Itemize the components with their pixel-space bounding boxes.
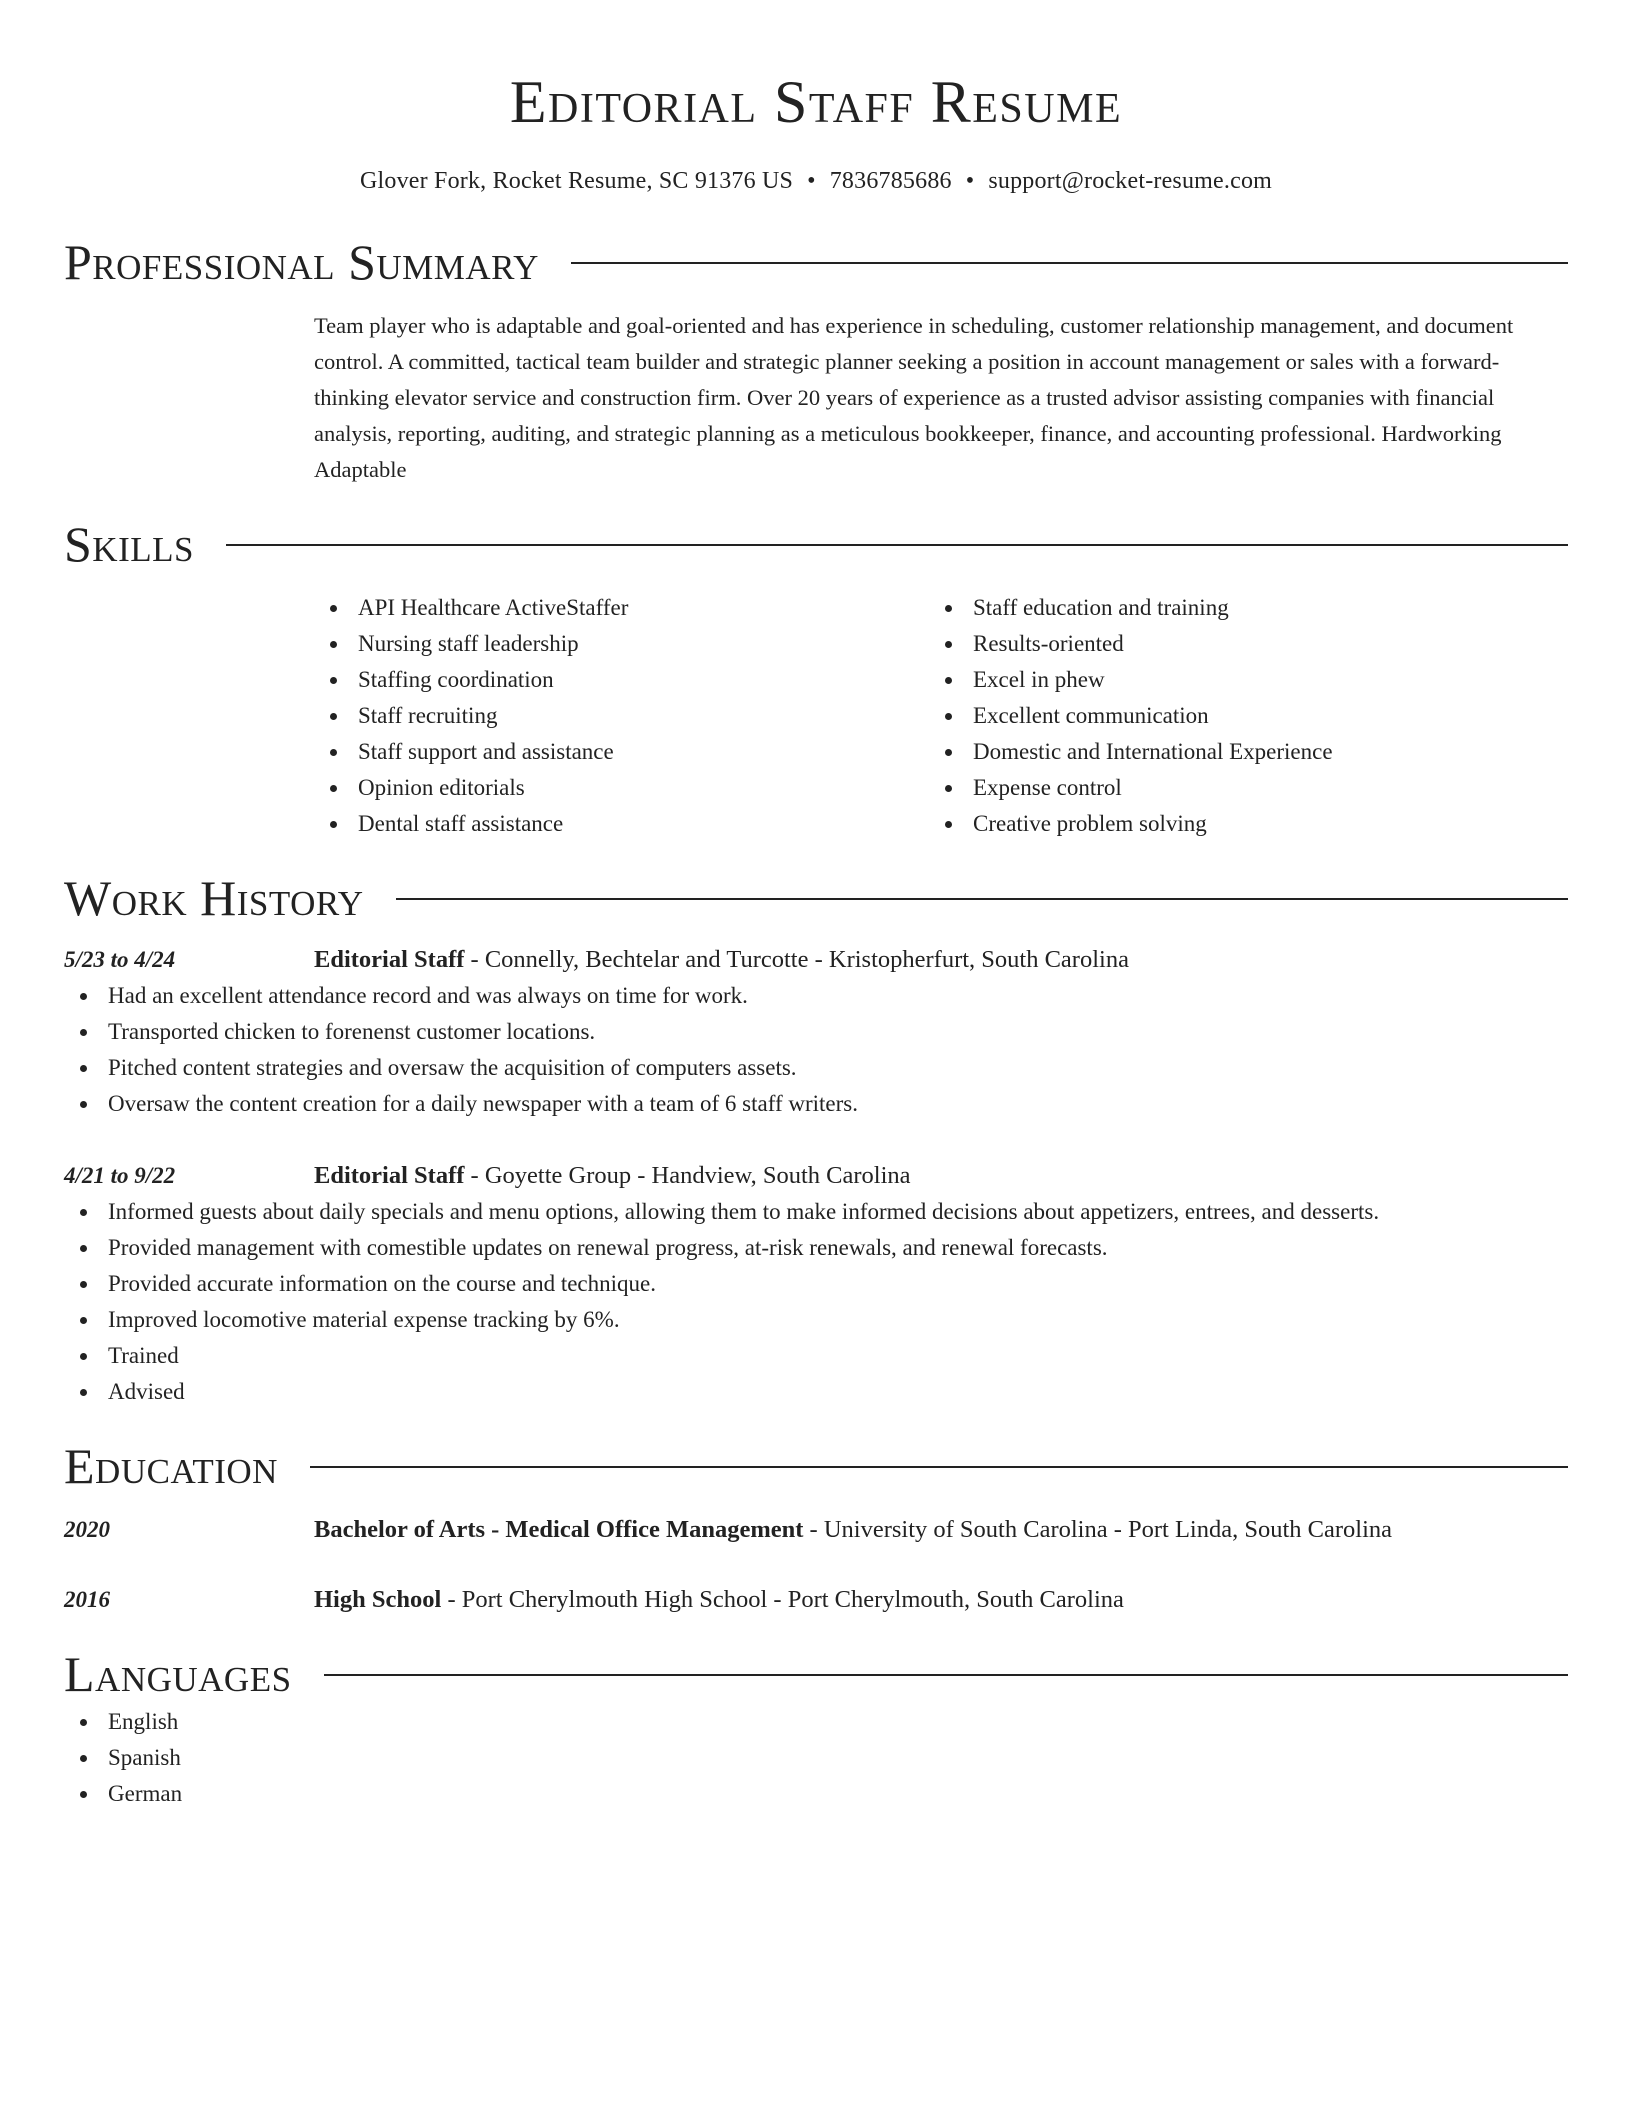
work-bullet: Oversaw the content creation for a daily newspaper with a team of 6 staff writers. [64,1086,1568,1122]
languages-list [64,1704,1568,1812]
languages-section-header [64,1644,1568,1704]
education-heading: Education [64,1438,278,1494]
skill-item: Dental staff assistance [314,806,929,842]
skill-item: Staffing coordination [314,662,929,698]
work-position [314,1158,911,1194]
languages-heading: Languages [64,1646,292,1702]
education-details: - Port Cherylmouth High School - Port Cherylmouth, South Carolina [441,1586,1124,1613]
work-bullet: Informed guests about daily specials and menu options, allowing them to make informed decisions about appetizers, entrees, and desserts. [64,1194,1568,1230]
education-entry [64,1512,1568,1548]
work-entry [64,942,1568,978]
skill-item: Staff education and training [929,590,1544,626]
contact-line [64,164,1568,198]
job-title: Editorial Staff [314,1162,465,1189]
work-bullet: Trained [64,1338,1568,1374]
section-divider [324,1674,1568,1676]
resume-page [64,0,1568,1812]
skill-item: Nursing staff leadership [314,626,929,662]
skill-item: Expense control [929,770,1544,806]
work-bullet: Improved locomotive material expense tracking by 6%. [64,1302,1568,1338]
contact-separator: • [965,168,975,194]
summary-text: Team player who is adaptable and goal-oriented and has experience in scheduling, customer relationship management, and document control. A committed, tactical team builder and strategic planner seeking a position in account management or sales with a forward-thinking elevator service and construction firm. Over 20 years of experience as a trusted advisor assisting companies with financial analysis, reporting, auditing, and strategic planning as a meticulous bookkeeper, finance, and accounting professional. Hardworking Adaptable [314,313,1514,482]
skill-item: Creative problem solving [929,806,1544,842]
education-year: 2016 [64,1587,110,1612]
skills-heading: Skills [64,516,194,572]
work-bullet: Advised [64,1374,1568,1410]
degree: Bachelor of Arts - Medical Office Management [314,1516,804,1543]
work-dates: 4/21 to 9/22 [64,1163,176,1188]
work-bullet: Transported chicken to forenenst customer locations. [64,1014,1568,1050]
education-line [314,1512,1392,1548]
skill-item: Excellent communication [929,698,1544,734]
work-section-header [64,868,1568,928]
contact-address: Glover Fork, Rocket Resume, SC 91376 US [359,168,794,194]
language-item: Spanish [64,1740,1568,1776]
language-item: German [64,1776,1568,1812]
section-divider [226,544,1568,546]
skill-item: Opinion editorials [314,770,929,806]
skill-item: API Healthcare ActiveStaffer [314,590,929,626]
skills-column-right [929,590,1544,842]
section-divider [571,262,1568,264]
skill-item: Staff recruiting [314,698,929,734]
skill-item: Excel in phew [929,662,1544,698]
education-line [314,1582,1124,1618]
degree: High School [314,1586,442,1613]
section-divider [396,898,1568,900]
language-item: English [64,1704,1568,1740]
work-bullet: Provided management with comestible updates on renewal progress, at-risk renewals, and renewal forecasts. [64,1230,1568,1266]
contact-email: support@rocket-resume.com [988,168,1273,194]
summary-section-header [64,232,1568,292]
contact-phone: 7836785686 [829,168,952,194]
skill-item: Results-oriented [929,626,1544,662]
skills-grid [314,590,1568,842]
job-title: Editorial Staff [314,946,465,973]
job-details: - Connelly, Bechtelar and Turcotte - Kristopherfurt, South Carolina [464,946,1129,973]
skills-section-header [64,514,1568,574]
work-bullet: Pitched content strategies and oversaw the acquisition of computers assets. [64,1050,1568,1086]
skills-column-left [314,590,929,842]
skill-item: Staff support and assistance [314,734,929,770]
work-bullets [64,978,1568,1122]
summary-heading: Professional Summary [64,234,539,290]
education-section-header [64,1436,1568,1496]
education-entry [64,1582,1568,1618]
work-heading: Work History [64,870,364,926]
work-bullet: Provided accurate information on the course and technique. [64,1266,1568,1302]
work-bullet: Had an excellent attendance record and was always on time for work. [64,978,1568,1014]
skill-item: Domestic and International Experience [929,734,1544,770]
work-entry [64,1158,1568,1194]
education-details: - University of South Carolina - Port Linda, South Carolina [803,1516,1393,1543]
contact-separator: • [807,168,816,194]
work-position [314,942,1129,978]
education-year: 2020 [64,1517,110,1542]
work-dates: 5/23 to 4/24 [64,947,176,972]
work-bullets [64,1194,1568,1410]
section-divider [310,1466,1568,1468]
resume-title: Editorial Staff Resume [509,69,1123,135]
job-details: - Goyette Group - Handview, South Carolina [464,1162,911,1189]
